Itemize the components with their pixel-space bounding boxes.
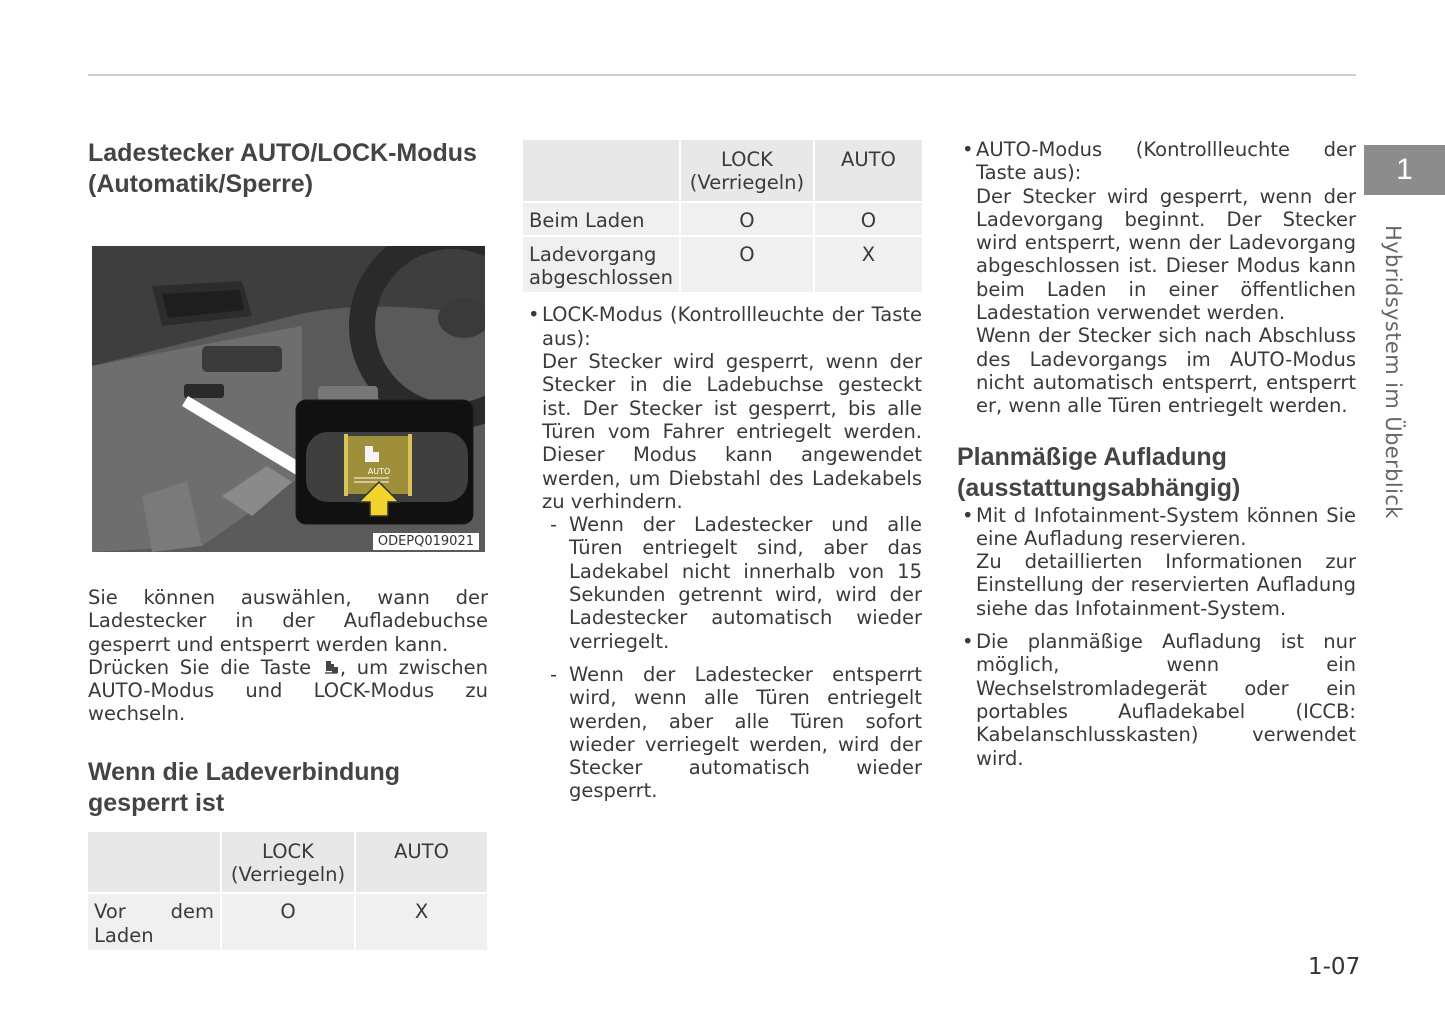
- auto-mode-bullet: [957, 138, 1356, 418]
- top-rule: [88, 74, 1356, 76]
- column-right: [957, 138, 1356, 770]
- table-cell-auto: X: [815, 237, 922, 293]
- auto-button-label: AUTO: [367, 467, 391, 476]
- toggle-paragraph: [88, 656, 488, 726]
- table-row-label: Beim Laden: [523, 203, 679, 235]
- table-header-row: [88, 832, 487, 893]
- table-header-lock: LOCK (Verriegeln): [681, 140, 813, 201]
- table-row: [88, 894, 487, 950]
- plug-lock-icon: [322, 658, 340, 676]
- chapter-tab: 1: [1364, 145, 1445, 195]
- bullet-dot: •: [962, 138, 974, 161]
- table-cell-lock: O: [681, 237, 813, 293]
- figure-code: ODEPQ019021: [373, 533, 479, 550]
- table-header-auto: AUTO: [815, 140, 922, 201]
- scheduled-bullet-1-line2: Zu detaillierten Informationen zur Einstellung der reservierten Aufladung siehe das Infotainment-System.: [976, 550, 1356, 620]
- table-header-auto: AUTO: [356, 832, 487, 893]
- table-header-row: [523, 140, 922, 201]
- dash-mark: -: [550, 513, 558, 537]
- dashboard-figure: [92, 246, 485, 552]
- auto-mode-text-2: Wenn der Stecker sich nach Abschluss des Ladevorgangs im AUTO-Modus nicht automatisch entsperrt, entsperrt er, wenn alle Türen entriegelt werden.: [976, 324, 1356, 418]
- bullet-dot: •: [962, 630, 974, 654]
- table-row: [523, 203, 922, 235]
- table-cell-auto: X: [356, 894, 487, 950]
- scheduled-bullet-1-line1: Mit d Infotainment-System können Sie eine Aufladung reservieren.: [976, 503, 1356, 550]
- dash-text: Wenn der Ladestecker und alle Türen entriegelt sind, aber das Ladekabel nicht innerhalb von 15 Sekunden getrennt wird, wird der Ladestecker automatisch wieder verriegelt.: [569, 513, 922, 653]
- table-cell-auto: O: [815, 203, 922, 235]
- dash-mark: -: [550, 662, 558, 686]
- auto-mode-text-1: Der Stecker wird gesperrt, wenn der Ladevorgang beginnt. Der Stecker wird entsperrt, wenn der Ladevorgang abgeschlossen ist. Dieser Modus kann beim Laden in einer öffentlichen Ladestation verwendet werden.: [976, 184, 1356, 325]
- lock-mode-text: Der Stecker wird gesperrt, wenn der Stecker in die Ladebuchse gesteckt ist. Der Stecker ist gesperrt, bis alle Türen vom Fahrer entriegelt werden. Dieser Modus kann angewendet werden, um Diebstahl des Ladekabels zu verhindern.: [542, 350, 922, 513]
- section-heading-scheduled-charging: Planmäßige Aufladung (ausstattungsabhängig): [957, 442, 1241, 502]
- table-header-empty: [88, 832, 220, 893]
- lock-mode-table: [521, 138, 924, 294]
- lock-mode-dash-item-1: [523, 513, 922, 653]
- chapter-side-title: Hybridsystem im Überblick: [1381, 225, 1405, 519]
- dashboard-illustration: [92, 246, 485, 552]
- dash-text: Wenn der Ladestecker entsperrt wird, wenn alle Türen entriegelt werden, aber alle Türen sofort wieder verriegelt werden, wird der Stecker automatisch wieder gesperrt.: [569, 662, 922, 803]
- lock-before-charging-table: [86, 830, 489, 952]
- section-heading-locked-connection: Wenn die Ladeverbindung gesperrt ist: [88, 757, 401, 817]
- toggle-text-after: , um zwischen AUTO-Modus und LOCK-Modus zu wechseln.: [88, 655, 489, 726]
- table-header-empty: [523, 140, 679, 201]
- bullet-dot: •: [528, 303, 540, 327]
- lock-mode-title: LOCK-Modus (Kontrollleuchte der Taste aus):: [542, 303, 922, 350]
- lock-mode-bullet: [523, 303, 922, 513]
- table-row-label: Vor dem Laden: [88, 894, 220, 950]
- table-cell-lock: O: [222, 894, 354, 950]
- bullet-dot: •: [962, 503, 974, 527]
- table-cell-lock: O: [681, 203, 813, 235]
- section-heading-auto-lock: Ladestecker AUTO/LOCK-Modus (Automatik/Sperre): [88, 139, 477, 198]
- scheduled-bullet-2-text: Die planmäßige Aufladung ist nur möglich, wenn ein Wechselstromladegerät oder ein portables Aufladekabel (ICCB: Kabelanschlusskasten) verwendet wird.: [976, 630, 1356, 770]
- column-middle: [523, 138, 922, 803]
- auto-mode-title: AUTO-Modus (Kontrollleuchte der Taste aus):: [976, 138, 1356, 185]
- scheduled-bullet-2: [957, 630, 1356, 770]
- toggle-text-before: Drücken Sie die Taste: [88, 655, 312, 679]
- lock-mode-dash-item-2: [523, 663, 922, 803]
- table-row: [523, 237, 922, 293]
- page-number: 1-07: [1308, 954, 1361, 980]
- table-row-label: Ladevorgang abgeschlossen: [523, 237, 679, 293]
- intro-paragraph: Sie können auswählen, wann der Ladestecker in der Aufladebuchse gesperrt und entsperrt werden kann.: [88, 586, 488, 656]
- scheduled-bullet-1: [957, 504, 1356, 620]
- column-left: [88, 138, 488, 952]
- table-header-lock: LOCK (Verriegeln): [222, 832, 354, 893]
